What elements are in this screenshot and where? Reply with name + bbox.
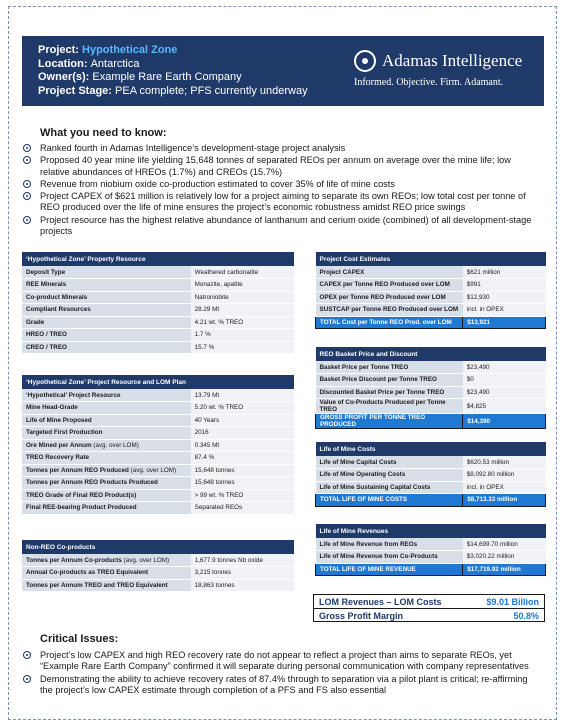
row-label: Ore Mined per Annum (avg. over LOM) <box>22 439 191 452</box>
table-header-row <box>22 252 294 266</box>
total-row <box>316 414 546 429</box>
list-item-text: Demonstrating the ability to achieve recovery rates of 87.4% through to separation via a pilot plant is critical; re-affirming the project’s low CAPEX estimate through completion of a PFS and FS also essential <box>40 673 528 695</box>
table-row <box>22 266 294 279</box>
row-value: $0 <box>463 374 546 387</box>
total-label: GROSS PROFIT PER TONNE TREO PRODUCED <box>316 414 463 429</box>
table-row <box>316 374 546 387</box>
row-label-note: (avg. over LOM) <box>91 441 139 449</box>
summary-row <box>314 608 544 621</box>
table-row <box>22 329 294 342</box>
table-row <box>316 399 546 414</box>
cost-estimates-table <box>315 252 546 329</box>
table-title: Life of Mine Revenues <box>316 524 546 538</box>
table-header-row <box>22 540 294 554</box>
list-item <box>22 674 542 697</box>
table-row <box>22 402 294 415</box>
row-value: $3,020.22 million <box>463 551 546 564</box>
table-row <box>22 439 294 452</box>
total-label: TOTAL Cost per Tonne REO Prod. over LOM <box>316 316 463 329</box>
bullet-icon <box>23 651 31 659</box>
table-row <box>22 554 294 567</box>
row-value: $621 million <box>463 266 546 279</box>
row-label: Co-product Minerals <box>22 291 191 304</box>
need-to-know-list <box>22 143 542 238</box>
lom-costs-table <box>315 442 546 507</box>
brand-tagline: Informed. Objective. Firm. Adamant. <box>354 77 504 88</box>
row-label: Discounted Basket Price per Tonne TREO <box>316 386 463 399</box>
row-label: Life of Mine Proposed <box>22 414 191 427</box>
list-item-text: Project CAPEX of $621 million is relatively low for a project aiming to separate its own REOs; low total cost per tonne of REO produced over the life of mine ensures the project’s economic robustness amidst REO price swings <box>40 191 526 213</box>
owner-line: Owner(s): Example Rare Earth Company <box>38 71 242 84</box>
table-title: ‘Hypothetical Zone’ Property Resource <box>22 252 294 266</box>
table-title: Life of Mine Costs <box>316 442 546 456</box>
row-label: CREO / TREO <box>22 341 191 354</box>
project-header <box>22 36 544 106</box>
list-item <box>22 650 542 673</box>
row-value: 3,215 tonnes <box>191 567 294 580</box>
row-label: Project CAPEX <box>316 266 463 279</box>
row-label: Tonnes per Annum REO Products Produced <box>22 477 191 490</box>
table-row <box>22 489 294 502</box>
row-value: $23,490 <box>463 386 546 399</box>
brand-block <box>354 50 534 88</box>
project-name: Hypothetical Zone <box>82 44 178 56</box>
table-title: Project Cost Estimates <box>316 252 546 266</box>
row-value: 0.345 Mt <box>191 439 294 452</box>
row-value: 2016 <box>191 427 294 440</box>
location-value: Antarctica <box>90 57 140 70</box>
row-value: 40 Years <box>191 414 294 427</box>
list-item-text: Project’s low CAPEX and high REO recovery rate do not appear to reflect a project than aims to separate REOs, yet “Example Rare Earth Company” confirmed it will separate during personal communication with company representatives <box>40 650 529 672</box>
basket-price-table <box>315 347 546 429</box>
need-to-know-title: What you need to know: <box>40 127 167 139</box>
row-value: Natroniobite <box>191 291 294 304</box>
table-header-row <box>22 375 294 389</box>
row-value: Monazite, apatite <box>191 279 294 292</box>
list-item-text: Revenue from niobium oxide co-production estimated to cover 35% of life of mine costs <box>40 178 395 189</box>
table-title: REO Basket Price and Discount <box>316 347 546 361</box>
row-label: Life of Mine Revenue from Co-Products <box>316 551 463 564</box>
table-row <box>22 502 294 515</box>
bullet-icon <box>23 675 31 683</box>
row-value: $620.53 million <box>463 456 546 469</box>
row-label: OPEX per Tonne REO Produced over LOM <box>316 291 463 304</box>
row-value: $23,490 <box>463 361 546 374</box>
row-value: incl. in OPEX <box>463 481 546 494</box>
table-header-row <box>316 347 546 361</box>
table-header-row <box>316 252 546 266</box>
row-label: Compliant Resources <box>22 304 191 317</box>
bullet-icon <box>23 180 31 188</box>
row-label: Life of Mine Revenue from REOs <box>316 538 463 551</box>
list-item-text: Proposed 40 year mine life yielding 15,648 tonnes of separated REOs per annum on average over the mine life; low relative abundances of HREOs (1.7%) and CREOs (15.7%) <box>40 155 511 177</box>
row-value: $12,930 <box>463 291 546 304</box>
table-row <box>316 291 546 304</box>
summary-label: LOM Revenues – LOM Costs <box>319 597 442 607</box>
list-item <box>22 155 542 178</box>
row-value: 15,648 tonnes <box>191 477 294 490</box>
row-label: Tonnes per Annum REO Produced (avg. over LOM) <box>22 464 191 477</box>
row-value: 1.7 % <box>191 329 294 342</box>
critical-issues-title: Critical Issues: <box>40 633 119 645</box>
project-info <box>38 44 308 98</box>
row-label: TREO Grade of Final REO Product(s) <box>22 489 191 502</box>
coproducts-table <box>22 540 294 592</box>
table-row <box>22 452 294 465</box>
row-label: Final REE-bearing Product Produced <box>22 502 191 515</box>
table-row <box>316 386 546 399</box>
row-label: Life of Mine Operating Costs <box>316 469 463 482</box>
brand-name: Adamas Intelligence <box>382 51 523 70</box>
property-resource-table <box>22 252 294 354</box>
table-row <box>316 361 546 374</box>
table-row <box>22 341 294 354</box>
list-item-text: Ranked fourth in Adamas Intelligence’s development-stage project analysis <box>40 143 346 153</box>
row-value: $8,092.80 million <box>463 469 546 482</box>
table-row <box>22 477 294 490</box>
bullet-icon <box>23 216 31 224</box>
table-row <box>316 304 546 317</box>
row-value: 18,863 tonnes <box>191 579 294 592</box>
row-value: 4.21 wt. % TREO <box>191 316 294 329</box>
table-row <box>22 414 294 427</box>
row-label: Grade <box>22 316 191 329</box>
total-value: $8,713.33 million <box>463 494 546 507</box>
row-value: Weathered carbonatite <box>191 266 294 279</box>
row-label: Value of Co-Products Produced per Tonne TREO <box>316 399 463 414</box>
critical-issues-list <box>22 650 542 697</box>
bullet-icon <box>23 156 31 164</box>
row-value: 15,648 tonnes <box>191 464 294 477</box>
row-value: $991 <box>463 279 546 292</box>
logo-icon <box>354 50 376 72</box>
table-row <box>22 389 294 402</box>
total-value: $14,390 <box>463 414 546 429</box>
row-value: 28.29 Mt <box>191 304 294 317</box>
list-item <box>22 215 542 238</box>
total-row <box>316 494 546 507</box>
row-label: Tonnes per Annum Co-products (avg. over LOM) <box>22 554 191 567</box>
row-label: REE Minerals <box>22 279 191 292</box>
row-label: Annual Co-products as TREO Equivalent <box>22 567 191 580</box>
table-row <box>22 304 294 317</box>
row-value: 5.20 wt. % TREO <box>191 402 294 415</box>
stage-value: PEA complete; PFS currently underway <box>115 84 308 97</box>
total-value: $17,719.92 million <box>463 563 546 576</box>
row-label: Mine Head-Grade <box>22 402 191 415</box>
bullet-icon <box>23 144 31 152</box>
owner-value: Example Rare Earth Company <box>92 71 242 84</box>
row-label: HREO / TREO <box>22 329 191 342</box>
table-row <box>316 266 546 279</box>
row-label: Tonnes per Annum TREO and TREO Equivalent <box>22 579 191 592</box>
row-value: incl. in OPEX <box>463 304 546 317</box>
lom-revenues-table <box>315 524 546 576</box>
row-label: TREO Recovery Rate <box>22 452 191 465</box>
table-row <box>22 579 294 592</box>
total-label: TOTAL LIFE OF MINE REVENUE <box>316 563 463 576</box>
total-value: $13,921 <box>463 316 546 329</box>
row-value: 87.4 % <box>191 452 294 465</box>
table-row <box>316 279 546 292</box>
table-row <box>22 464 294 477</box>
total-row <box>316 316 546 329</box>
summary-row <box>314 595 544 608</box>
table-header-row <box>316 442 546 456</box>
table-row <box>22 291 294 304</box>
row-label: ‘Hypothetical’ Project Resource <box>22 389 191 402</box>
row-label-note: (avg. over LOM) <box>128 466 177 474</box>
list-item <box>22 191 542 214</box>
row-value: 13.79 Mt <box>191 389 294 402</box>
project-line: Project: Hypothetical Zone <box>38 44 178 56</box>
list-item-text: Project resource has the highest relative abundance of lanthanum and cerium oxide (combined) of all development-stage projects <box>40 214 532 237</box>
row-label: Deposit Type <box>22 266 191 279</box>
list-item <box>22 143 542 154</box>
table-row <box>22 567 294 580</box>
row-value: > 99 wt. % TREO <box>191 489 294 502</box>
row-label: Targeted First Production <box>22 427 191 440</box>
row-value: Separated REOs <box>191 502 294 515</box>
table-row <box>316 538 546 551</box>
row-value: 1,677.9 tonnes Nb oxide <box>191 554 294 567</box>
location-line: Location: Antarctica <box>38 57 140 70</box>
table-title: ‘Hypothetical Zone’ Project Resource and LOM Plan <box>22 375 294 389</box>
total-label: TOTAL LIFE OF MINE COSTS <box>316 494 463 507</box>
table-row <box>22 316 294 329</box>
row-label: CAPEX per Tonne REO Produced over LOM <box>316 279 463 292</box>
table-title: Non-REO Co-products <box>22 540 294 554</box>
row-label-note: (avg. over LOM) <box>121 556 170 564</box>
table-header-row <box>316 524 546 538</box>
table-row <box>316 551 546 564</box>
total-row <box>316 563 546 576</box>
table-row <box>22 427 294 440</box>
row-label: Life of Mine Capital Costs <box>316 456 463 469</box>
row-value: 15.7 % <box>191 341 294 354</box>
row-value: $14,699.70 million <box>463 538 546 551</box>
summary-value: 50.8% <box>513 611 539 621</box>
table-row <box>316 469 546 482</box>
summary-label: Gross Profit Margin <box>319 611 404 621</box>
row-label: Life of Mine Sustaining Capital Costs <box>316 481 463 494</box>
row-value: $4,825 <box>463 399 546 414</box>
row-label: Basket Price per Tonne TREO <box>316 361 463 374</box>
list-item <box>22 179 542 190</box>
bullet-icon <box>23 192 31 200</box>
row-label: Basket Price Discount per Tonne TREO <box>316 374 463 387</box>
stage-line: Project Stage: PEA complete; PFS currently underway <box>38 84 308 97</box>
summary-value: $9.01 Billion <box>486 597 539 607</box>
table-row <box>22 279 294 292</box>
summary-box <box>313 594 545 622</box>
table-row <box>316 456 546 469</box>
row-label: SUSTCAP per Tonne REO Produced over LOM <box>316 304 463 317</box>
table-row <box>316 481 546 494</box>
lom-plan-table <box>22 375 294 515</box>
